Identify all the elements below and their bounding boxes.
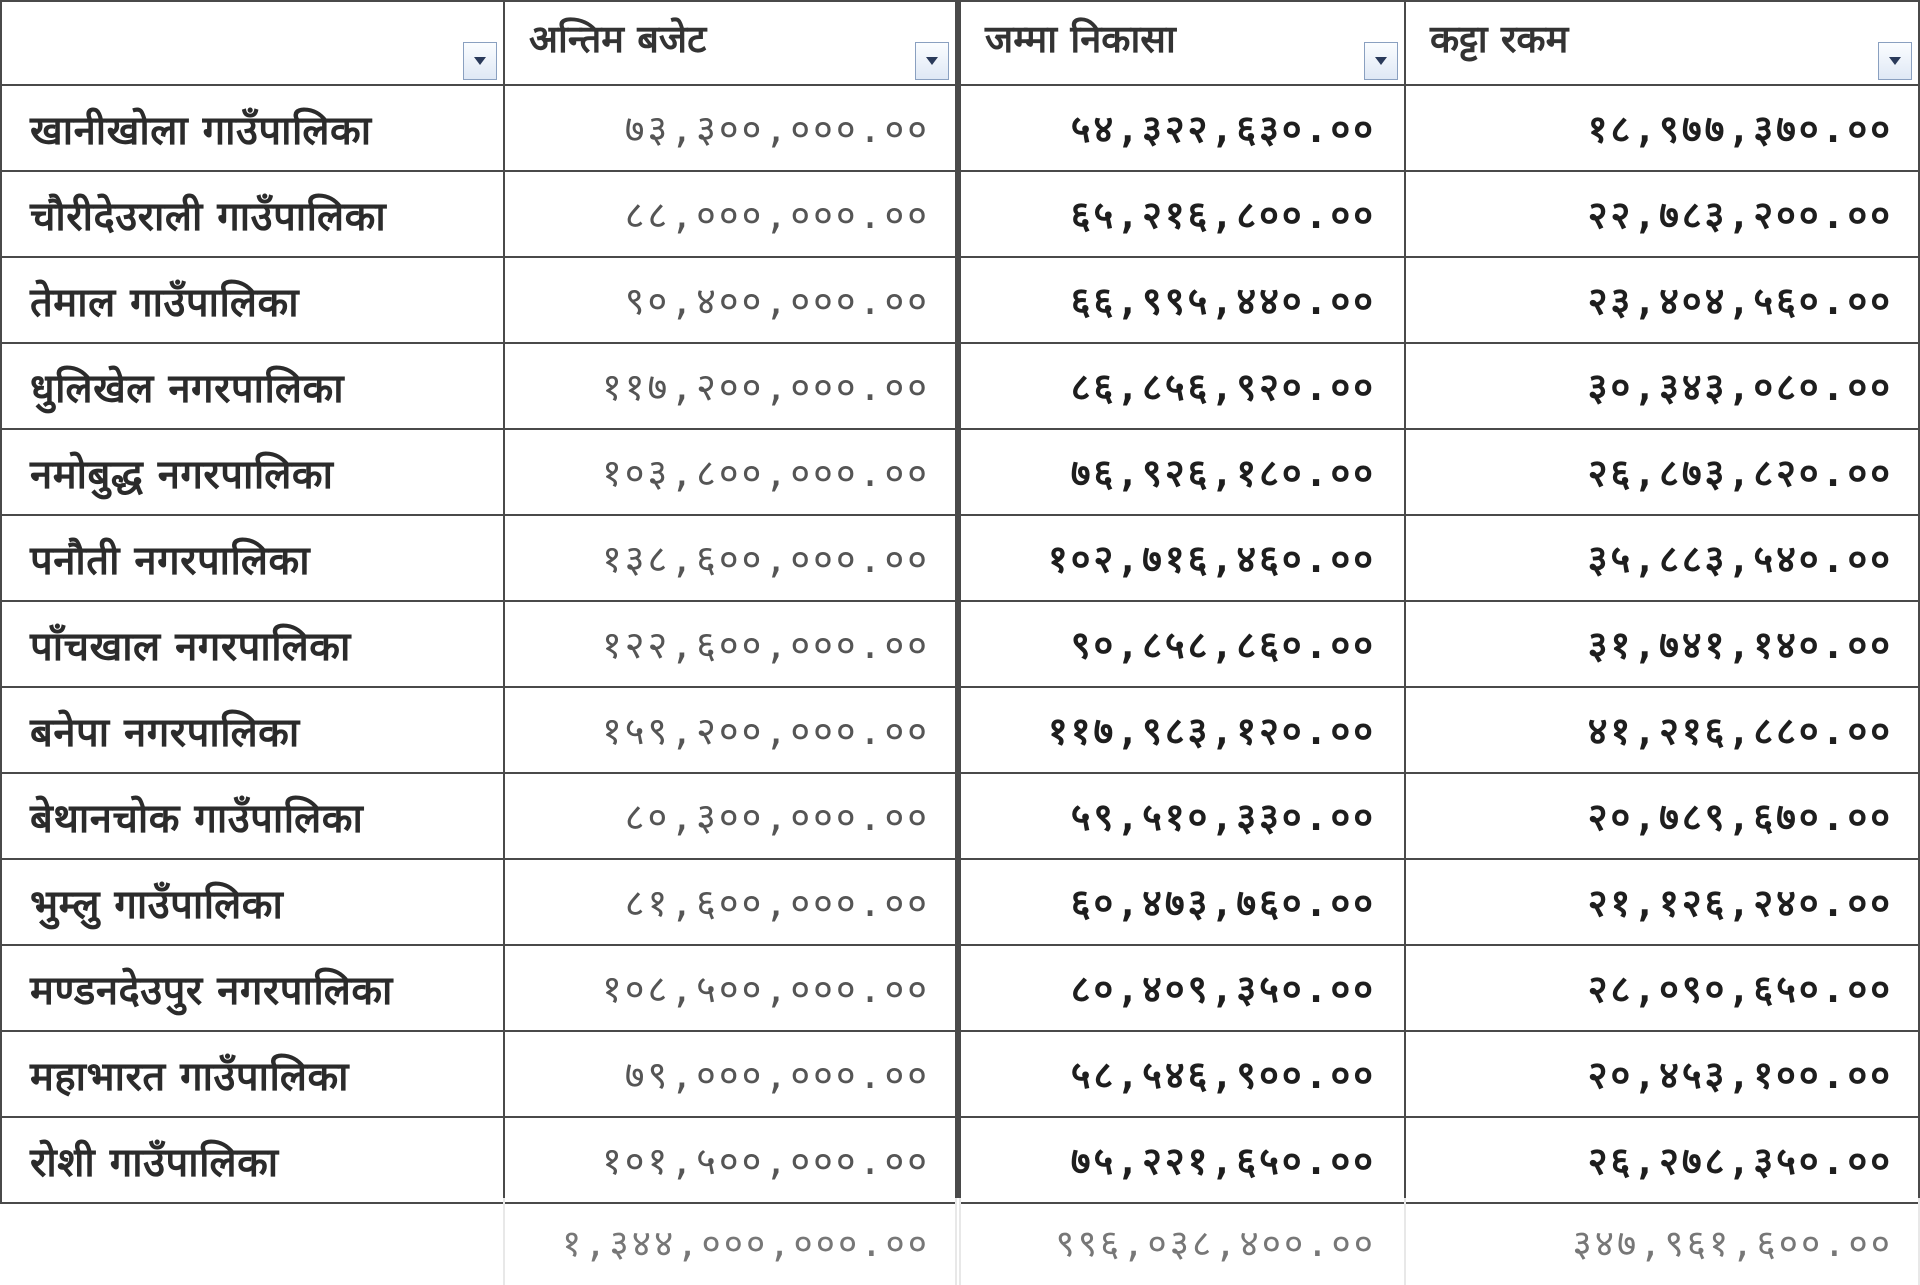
released-cell[interactable] bbox=[961, 172, 1406, 258]
budget-cell[interactable] bbox=[505, 344, 957, 430]
header-cell-budget[interactable] bbox=[505, 0, 957, 86]
municipality-name: रोशी गाउँपालिका bbox=[30, 1139, 279, 1186]
deducted-value: ३१,७४१,१४०.०० bbox=[1587, 623, 1893, 667]
deducted-cell[interactable] bbox=[1406, 86, 1920, 172]
name-cell[interactable] bbox=[0, 172, 505, 258]
header-cell-deducted[interactable] bbox=[1406, 0, 1920, 86]
filter-dropdown-button[interactable] bbox=[463, 42, 497, 80]
name-cell[interactable] bbox=[0, 946, 505, 1032]
deducted-value: ३५,८८३,५४०.०० bbox=[1587, 537, 1893, 581]
deducted-value: ४१,२१६,८८०.०० bbox=[1587, 709, 1893, 753]
table-row bbox=[0, 344, 1920, 430]
deducted-cell[interactable] bbox=[1406, 344, 1920, 430]
filter-dropdown-button[interactable] bbox=[1878, 42, 1912, 80]
municipality-name: बनेपा नगरपालिका bbox=[30, 709, 300, 756]
totals-released-cell[interactable] bbox=[961, 1198, 1406, 1285]
deducted-cell[interactable] bbox=[1406, 946, 1920, 1032]
name-cell[interactable] bbox=[0, 86, 505, 172]
budget-cell[interactable] bbox=[505, 688, 957, 774]
name-cell[interactable] bbox=[0, 860, 505, 946]
municipality-name: पनौती नगरपालिका bbox=[30, 537, 311, 584]
table-row bbox=[0, 1118, 1920, 1204]
deducted-cell[interactable] bbox=[1406, 774, 1920, 860]
dropdown-arrow-icon bbox=[1374, 56, 1388, 66]
deducted-cell[interactable] bbox=[1406, 1118, 1920, 1204]
header-cell-released[interactable] bbox=[961, 0, 1406, 86]
released-cell[interactable] bbox=[961, 430, 1406, 516]
released-value: ८६,८५६,९२०.०० bbox=[1070, 365, 1376, 409]
header-row bbox=[0, 0, 1920, 86]
totals-budget-cell[interactable] bbox=[505, 1198, 957, 1285]
deducted-value: ३०,३४३,०८०.०० bbox=[1587, 365, 1893, 409]
municipality-name: तेमाल गाउँपालिका bbox=[30, 279, 300, 326]
released-value: ५९,५१०,३३०.०० bbox=[1070, 795, 1376, 839]
deducted-cell[interactable] bbox=[1406, 172, 1920, 258]
released-cell[interactable] bbox=[961, 1032, 1406, 1118]
released-value: ६६,९९५,४४०.०० bbox=[1070, 279, 1376, 323]
released-cell[interactable] bbox=[961, 860, 1406, 946]
budget-cell[interactable] bbox=[505, 1118, 957, 1204]
released-value: ५८,५४६,९००.०० bbox=[1070, 1053, 1376, 1097]
released-value: ११७,९८३,१२०.०० bbox=[1048, 709, 1376, 753]
budget-value: ७३,३००,०००.०० bbox=[624, 107, 930, 151]
released-cell[interactable] bbox=[961, 774, 1406, 860]
table-row bbox=[0, 1032, 1920, 1118]
budget-value: ८८,०००,०००.०० bbox=[624, 193, 930, 237]
released-cell[interactable] bbox=[961, 516, 1406, 602]
deducted-value: २१,१२६,२४०.०० bbox=[1587, 881, 1893, 925]
budget-cell[interactable] bbox=[505, 774, 957, 860]
table-row bbox=[0, 258, 1920, 344]
released-cell[interactable] bbox=[961, 344, 1406, 430]
budget-cell[interactable] bbox=[505, 946, 957, 1032]
released-cell[interactable] bbox=[961, 688, 1406, 774]
deducted-value: २०,४५३,१००.०० bbox=[1587, 1053, 1893, 1097]
table-row bbox=[0, 774, 1920, 860]
released-value: ६०,४७३,७६०.०० bbox=[1070, 881, 1376, 925]
municipality-name: भुम्लु गाउँपालिका bbox=[30, 881, 284, 928]
table-row bbox=[0, 860, 1920, 946]
deducted-cell[interactable] bbox=[1406, 258, 1920, 344]
municipality-name: पाँचखाल नगरपालिका bbox=[30, 623, 351, 670]
table-row bbox=[0, 602, 1920, 688]
header-deducted-label: कट्टा रकम bbox=[1430, 17, 1569, 61]
header-budget-label: अन्तिम बजेट bbox=[529, 17, 707, 61]
released-value: ८०,४०९,३५०.०० bbox=[1070, 967, 1376, 1011]
deducted-cell[interactable] bbox=[1406, 430, 1920, 516]
deducted-value: २३,४०४,५६०.०० bbox=[1587, 279, 1893, 323]
name-cell[interactable] bbox=[0, 258, 505, 344]
budget-value: ११७,२००,०००.०० bbox=[602, 365, 930, 409]
totals-deducted-value: ३४७,९६१,६००.०० bbox=[1572, 1222, 1893, 1265]
deducted-cell[interactable] bbox=[1406, 516, 1920, 602]
totals-label-cell[interactable] bbox=[0, 1198, 505, 1285]
totals-row bbox=[0, 1198, 1920, 1285]
dropdown-arrow-icon bbox=[1888, 56, 1902, 66]
budget-value: १५९,२००,०००.०० bbox=[602, 709, 930, 753]
budget-cell[interactable] bbox=[505, 86, 957, 172]
deducted-value: २८,०९०,६५०.०० bbox=[1587, 967, 1893, 1011]
name-cell[interactable] bbox=[0, 688, 505, 774]
deducted-value: २६,८७३,८२०.०० bbox=[1587, 451, 1893, 495]
table-row bbox=[0, 688, 1920, 774]
released-cell[interactable] bbox=[961, 258, 1406, 344]
filter-dropdown-button[interactable] bbox=[915, 42, 949, 80]
budget-value: १०१,५००,०००.०० bbox=[602, 1139, 930, 1183]
name-cell[interactable] bbox=[0, 602, 505, 688]
name-cell[interactable] bbox=[0, 1032, 505, 1118]
table-row bbox=[0, 172, 1920, 258]
municipality-name: धुलिखेल नगरपालिका bbox=[30, 365, 345, 412]
budget-value: ९०,४००,०००.०० bbox=[624, 279, 930, 323]
released-cell[interactable] bbox=[961, 1118, 1406, 1204]
municipality-name: महाभारत गाउँपालिका bbox=[30, 1053, 350, 1100]
released-cell[interactable] bbox=[961, 946, 1406, 1032]
municipality-name: बेथानचोक गाउँपालिका bbox=[30, 795, 364, 842]
totals-budget-value: १,३४४,०००,०००.०० bbox=[562, 1222, 930, 1265]
budget-value: १२२,६००,०००.०० bbox=[602, 623, 930, 667]
budget-cell[interactable] bbox=[505, 860, 957, 946]
budget-cell[interactable] bbox=[505, 602, 957, 688]
header-cell-name[interactable] bbox=[0, 0, 505, 86]
budget-value: ८१,६००,०००.०० bbox=[624, 881, 930, 925]
dropdown-arrow-icon bbox=[925, 56, 939, 66]
budget-value: ७९,०००,०००.०० bbox=[624, 1053, 930, 1097]
released-value: ९०,८५८,८६०.०० bbox=[1070, 623, 1376, 667]
totals-deducted-cell[interactable] bbox=[1406, 1198, 1920, 1285]
totals-released-value: ९९६,०३८,४००.०० bbox=[1055, 1222, 1376, 1265]
municipality-name: खानीखोला गाउँपालिका bbox=[30, 107, 372, 154]
table-row bbox=[0, 516, 1920, 602]
budget-value: १०८,५००,०००.०० bbox=[602, 967, 930, 1011]
deducted-value: २६,२७८,३५०.०० bbox=[1587, 1139, 1893, 1183]
table-row bbox=[0, 86, 1920, 172]
released-value: ६५,२१६,८००.०० bbox=[1070, 193, 1376, 237]
budget-value: ८०,३००,०००.०० bbox=[624, 795, 930, 839]
budget-cell[interactable] bbox=[505, 430, 957, 516]
deducted-cell[interactable] bbox=[1406, 602, 1920, 688]
budget-value: १३८,६००,०००.०० bbox=[602, 537, 930, 581]
deducted-cell[interactable] bbox=[1406, 688, 1920, 774]
deducted-cell[interactable] bbox=[1406, 1032, 1920, 1118]
filter-dropdown-button[interactable] bbox=[1364, 42, 1398, 80]
released-value: ७५,२२१,६५०.०० bbox=[1070, 1139, 1376, 1183]
deducted-value: २०,७८९,६७०.०० bbox=[1587, 795, 1893, 839]
released-cell[interactable] bbox=[961, 86, 1406, 172]
municipality-name: नमोबुद्ध नगरपालिका bbox=[30, 451, 334, 498]
released-cell[interactable] bbox=[961, 602, 1406, 688]
budget-cell[interactable] bbox=[505, 516, 957, 602]
released-value: ५४,३२२,६३०.०० bbox=[1070, 107, 1376, 151]
dropdown-arrow-icon bbox=[473, 56, 487, 66]
budget-cell[interactable] bbox=[505, 1032, 957, 1118]
table-row bbox=[0, 946, 1920, 1032]
name-cell[interactable] bbox=[0, 774, 505, 860]
released-value: ७६,९२६,१८०.०० bbox=[1070, 451, 1376, 495]
deducted-value: २२,७८३,२००.०० bbox=[1587, 193, 1893, 237]
municipality-name: मण्डनदेउपुर नगरपालिका bbox=[30, 967, 393, 1014]
name-cell[interactable] bbox=[0, 1118, 505, 1204]
table-row bbox=[0, 430, 1920, 516]
deducted-value: १८,९७७,३७०.०० bbox=[1587, 107, 1893, 151]
name-cell[interactable] bbox=[0, 430, 505, 516]
header-released-label: जम्मा निकासा bbox=[985, 17, 1176, 61]
municipality-name: चौरीदेउराली गाउँपालिका bbox=[30, 193, 387, 240]
budget-value: १०३,८००,०००.०० bbox=[602, 451, 930, 495]
name-cell[interactable] bbox=[0, 344, 505, 430]
budget-cell[interactable] bbox=[505, 172, 957, 258]
name-cell[interactable] bbox=[0, 516, 505, 602]
deducted-cell[interactable] bbox=[1406, 860, 1920, 946]
budget-cell[interactable] bbox=[505, 258, 957, 344]
released-value: १०२,७१६,४६०.०० bbox=[1048, 537, 1376, 581]
